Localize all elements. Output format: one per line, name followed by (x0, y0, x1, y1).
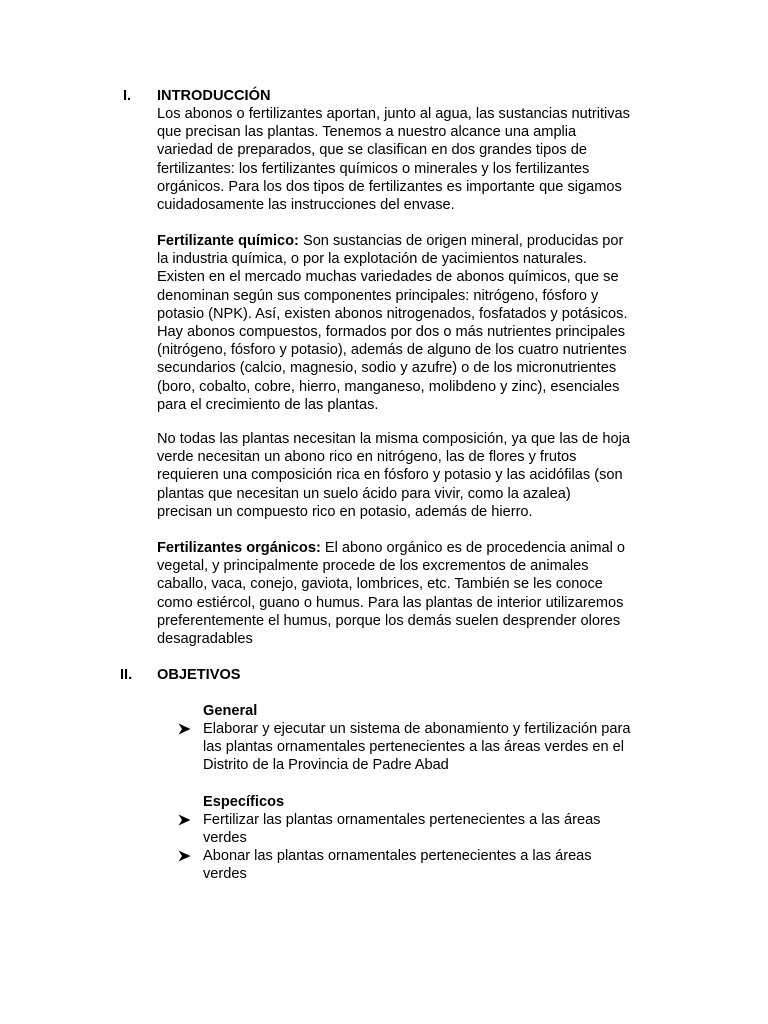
organico-term: Fertilizantes orgánicos: (157, 540, 321, 556)
paragraph-line: la industria química, o por la explotación de yacimientos naturales. (157, 251, 587, 268)
list-item-line: verdes (203, 866, 247, 883)
quimico-term: Fertilizante químico: (157, 233, 299, 249)
section-2-number: II. (120, 667, 133, 683)
list-item-line: Distrito de la Provincia de Padre Abad (203, 757, 449, 774)
paragraph-line: (nitrógeno, fósforo y potasio), además de alguno de los cuatro nutrientes (157, 342, 627, 359)
paragraph-line: denominan según sus componentes principales: nitrógeno, fósforo y (157, 287, 599, 304)
list-item-text (203, 811, 673, 847)
list-item-line: verdes (203, 830, 247, 847)
arrow-bullet-icon (178, 814, 191, 826)
section-1-number: I. (123, 88, 132, 104)
paragraph-line: precisan un compuesto rico en potasio, además de hierro. (157, 503, 533, 520)
paragraph-line: No todas las plantas necesitan la misma composición, ya que las de hoja (157, 431, 630, 447)
paragraph-line (157, 232, 677, 250)
composicion-paragraph (157, 430, 677, 521)
paragraph-line: Hay abonos compuestos, formados por dos o más nutrientes principales (157, 324, 626, 341)
list-item-line: Fertilizar las plantas ornamentales pertenecientes a las áreas (203, 812, 601, 828)
paragraph-line: (boro, cobalto, cobre, hierro, manganeso, molibdeno y zinc), esenciales (157, 378, 620, 395)
paragraph-line: vegetal, y principalmente procede de los excrementos de animales (157, 558, 589, 575)
paragraph-line: Existen en el mercado muchas variedades de abonos químicos, que se (157, 269, 619, 286)
paragraph-line (157, 539, 677, 557)
list-item-line: Abonar las plantas ornamentales pertenecientes a las áreas (203, 848, 592, 864)
list-item-text (203, 720, 673, 775)
general-heading: General (203, 703, 258, 719)
arrow-bullet-icon (178, 723, 191, 735)
organico-first-line-text: El abono orgánico es de procedencia animal o (320, 540, 626, 556)
paragraph-line: secundarios (calcio, magnesio, sodio y azufre) o de los micronutrientes (157, 360, 617, 377)
paragraph-line: para el crecimiento de las plantas. (157, 396, 379, 413)
paragraph-line: verde necesitan un abono rico en nitrógeno, las de flores y frutos (157, 449, 577, 466)
paragraph-line: caballo, vaca, conejo, gaviota, lombrices, etc. También se les conoce (157, 576, 603, 593)
intro-paragraph (157, 105, 677, 214)
especificos-heading: Específicos (203, 794, 285, 810)
paragraph-line: cuidadosamente las instrucciones del envase. (157, 197, 455, 214)
list-item-line: las plantas ornamentales pertenecientes a las áreas verdes en el (203, 739, 625, 756)
arrow-bullet-icon (178, 850, 191, 862)
quimico-paragraph (157, 232, 677, 414)
section-2-title: OBJETIVOS (157, 667, 241, 683)
list-item-line: Elaborar y ejecutar un sistema de abonamiento y fertilización para (203, 721, 631, 737)
paragraph-line: requieren una composición rica en fósforo y potasio y las acidófilas (son (157, 467, 623, 484)
paragraph-line: orgánicos. Para los dos tipos de fertilizantes es importante que sigamos (157, 178, 622, 195)
organico-paragraph (157, 539, 677, 648)
section-1-title: INTRODUCCIÓN (157, 88, 271, 104)
paragraph-line: plantas que necesitan un suelo ácido para vivir, como la azalea) (157, 485, 571, 502)
paragraph-line: preferentemente el humus, porque los demás suelen desprender olores (157, 612, 621, 629)
paragraph-line: Los abonos o fertilizantes aportan, junto al agua, las sustancias nutritivas (157, 106, 630, 122)
paragraph-line: fertilizantes: los fertilizantes químicos o minerales y los fertilizantes (157, 160, 590, 177)
paragraph-line: variedad de preparados, que se clasifican en dos grandes tipos de (157, 142, 587, 159)
paragraph-line: desagradables (157, 631, 253, 648)
quimico-first-line-text: Son sustancias de origen mineral, producidas por (298, 233, 624, 249)
list-item-text (203, 847, 673, 883)
paragraph-line: que precisan las plantas. Tenemos a nuestro alcance una amplia (157, 124, 577, 141)
paragraph-line: como estiércol, guano o humus. Para las plantas de interior utilizaremos (157, 594, 624, 611)
paragraph-line: potasio (NPK). Así, existen abonos nitrogenados, fosfatados y potásicos. (157, 305, 628, 322)
